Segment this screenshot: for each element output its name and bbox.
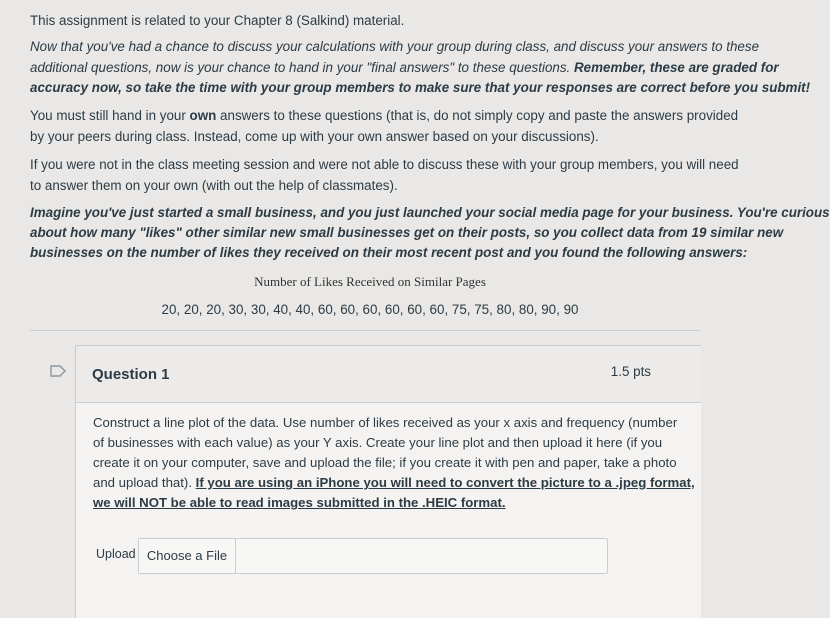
section-divider — [30, 330, 700, 331]
heic-format-note: we will NOT be able to read images submitted in the .HEIC format. — [93, 495, 506, 510]
choose-file-button[interactable]: Choose a File — [139, 539, 236, 573]
file-upload-field[interactable] — [138, 538, 608, 574]
intro-paragraph-line: Now that you've had a chance to discuss your calculations with your group during class, and discuss your answers to these — [30, 39, 760, 54]
own-answers-line: by your peers during class. Instead, come up with your own answer based on your discussions). — [30, 129, 599, 144]
own-answers-text: You must still hand in your — [30, 108, 190, 123]
scenario-line: businesses on the number of likes they received on their most recent post and you found the following answers: — [30, 245, 748, 260]
graded-note: Remember, these are graded for — [573, 60, 779, 75]
question-text-line — [93, 493, 506, 513]
data-table-title: Number of Likes Received on Similar Pages — [254, 274, 486, 289]
graded-note-line: accuracy now, so take the time with your group members to make sure that your responses are correct before you submit! — [30, 80, 811, 95]
question-text-line: of businesses with each value) as your Y axis. Create your line plot and then upload it here (if you — [93, 435, 663, 450]
upload-label: Upload — [96, 547, 136, 561]
iphone-format-note: If you are using an iPhone you will need to convert the picture to a .jpeg format, — [195, 475, 695, 490]
question-title: Question 1 — [92, 366, 170, 383]
question-text-line — [93, 473, 695, 493]
absent-note-line: to answer them on your own (with out the help of classmates). — [30, 178, 398, 193]
data-table-values: 20, 20, 20, 30, 30, 40, 40, 60, 60, 60, 60, 60, 60, 75, 75, 80, 80, 90, 90 — [161, 302, 579, 317]
scenario-line: about how many "likes" other similar new small businesses get on their posts, so you collect data from 19 similar new — [30, 225, 784, 240]
flag-question-icon[interactable] — [50, 365, 66, 377]
own-answers-text: answers to these questions (that is, do not simply copy and paste the answers provided — [216, 108, 739, 123]
intro-paragraph-line — [30, 58, 779, 78]
question-points: 1.5 pts — [610, 364, 651, 379]
question-text: and upload that). — [93, 475, 196, 490]
question-header — [76, 346, 701, 403]
question-text-line: Construct a line plot of the data. Use number of likes received as your x axis and frequency (number — [93, 415, 678, 430]
question-text-line: create it on your computer, save and upload the file; if you create it with pen and paper, take a photo — [93, 455, 677, 470]
absent-note-line: If you were not in the class meeting session and were not able to discuss these with your group members, you will need — [30, 157, 739, 172]
intro-line: This assignment is related to your Chapter 8 (Salkind) material. — [30, 13, 405, 28]
own-emphasis: own — [189, 108, 217, 123]
own-answers-line — [30, 106, 738, 126]
intro-text: additional questions, now is your chance to hand in your "final answers" to these questions. — [30, 60, 574, 75]
scenario-line: Imagine you've just started a small business, and you just launched your social media page for your business. You're curious — [30, 205, 830, 220]
